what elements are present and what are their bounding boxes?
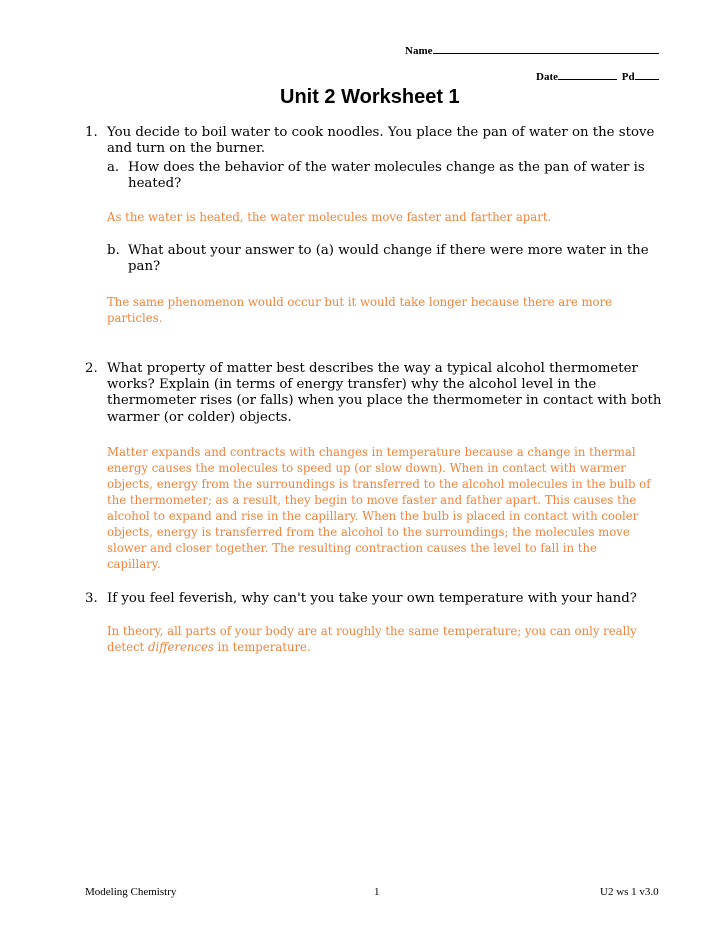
name-blank: [433, 42, 659, 54]
period-label: Pd: [621, 71, 635, 83]
answer-2-line-5: alcohol to expand and rise in the capillary. When the bulb is placed in contact with cooler: [107, 509, 639, 523]
question-1b-line-1: What about your answer to (a) would change if there were more water in the: [128, 243, 649, 258]
period-blank: [635, 68, 659, 80]
question-2-line-3: thermometer rises (or falls) when you place the thermometer in contact with both: [107, 393, 662, 409]
page-number: 1: [374, 886, 380, 898]
date-period-field: [536, 68, 659, 83]
question-1a-line-2: heated?: [128, 176, 182, 192]
date-blank: [558, 68, 617, 80]
name-label: Name: [405, 45, 433, 57]
answer-3-line-1: In theory, all parts of your body are at roughly the same temperature; you can only really: [107, 624, 637, 638]
question-1a-letter: a.: [107, 160, 120, 175]
question-1b-text: [128, 243, 688, 275]
answer-1a: [107, 209, 707, 225]
question-1-text: [107, 125, 707, 157]
question-1-line-1: You decide to boil water to cook noodles. You place the pan of water on the stove: [107, 125, 655, 140]
question-2-line-1: What property of matter best describes the way a typical alcohol thermometer: [107, 361, 638, 376]
question-3-line-1: If you feel feverish, why can't you take your own temperature with your hand?: [107, 591, 637, 606]
question-3-text: [107, 591, 707, 607]
question-2-line-4: warmer (or colder) objects.: [107, 409, 292, 425]
question-1a-text: [128, 160, 688, 192]
question-2-number: 2.: [85, 361, 98, 376]
page-title: Unit 2 Worksheet 1: [280, 86, 460, 108]
footer-right: U2 ws 1 v3.0: [600, 886, 659, 898]
question-3-number: 3.: [85, 591, 98, 606]
question-1-number: 1.: [85, 125, 98, 140]
question-1b-line-2: pan?: [128, 259, 161, 275]
answer-3: [107, 623, 707, 655]
date-label: Date: [536, 71, 558, 83]
question-2-text: [107, 361, 707, 426]
answer-2: [107, 444, 717, 572]
question-1a-line-1: How does the behavior of the water molecules change as the pan of water is: [128, 160, 645, 175]
answer-3-line-2: [107, 639, 707, 655]
footer-left: Modeling Chemistry: [85, 886, 177, 898]
answer-2-line-7: slower and closer together. The resulting contraction causes the level to fall in the: [107, 541, 597, 555]
question-1-line-2: and turn on the burner.: [107, 141, 266, 157]
answer-2-line-2: energy causes the molecules to speed up (or slow down). When in contact with warmer: [107, 461, 626, 475]
answer-2-line-1: Matter expands and contracts with changes in temperature because a change in thermal: [107, 445, 636, 459]
answer-2-line-8: capillary.: [107, 557, 161, 571]
answer-3-emphasis: differences: [147, 640, 214, 654]
answer-1b-line-1: The same phenomenon would occur but it would take longer because there are more: [107, 295, 613, 309]
answer-1b-line-2: particles.: [107, 311, 163, 325]
answer-3-pre: detect: [107, 640, 148, 654]
answer-3-post: in temperature.: [213, 640, 311, 654]
answer-2-line-6: objects, energy is transferred from the alcohol to the surroundings; the molecules move: [107, 525, 630, 539]
answer-2-line-3: objects, energy from the surroundings is transferred to the alcohol molecules in the bulb of: [107, 477, 651, 491]
answer-1a-line-1: As the water is heated, the water molecules move faster and farther apart.: [107, 210, 552, 224]
question-2-line-2: works? Explain (in terms of energy transfer) why the alcohol level in the: [107, 377, 597, 393]
answer-1b: [107, 294, 707, 326]
name-field: [405, 42, 659, 57]
answer-2-line-4: the thermometer; as a result, they begin to move faster and father apart. This causes the: [107, 493, 637, 507]
question-1b-letter: b.: [107, 243, 120, 258]
